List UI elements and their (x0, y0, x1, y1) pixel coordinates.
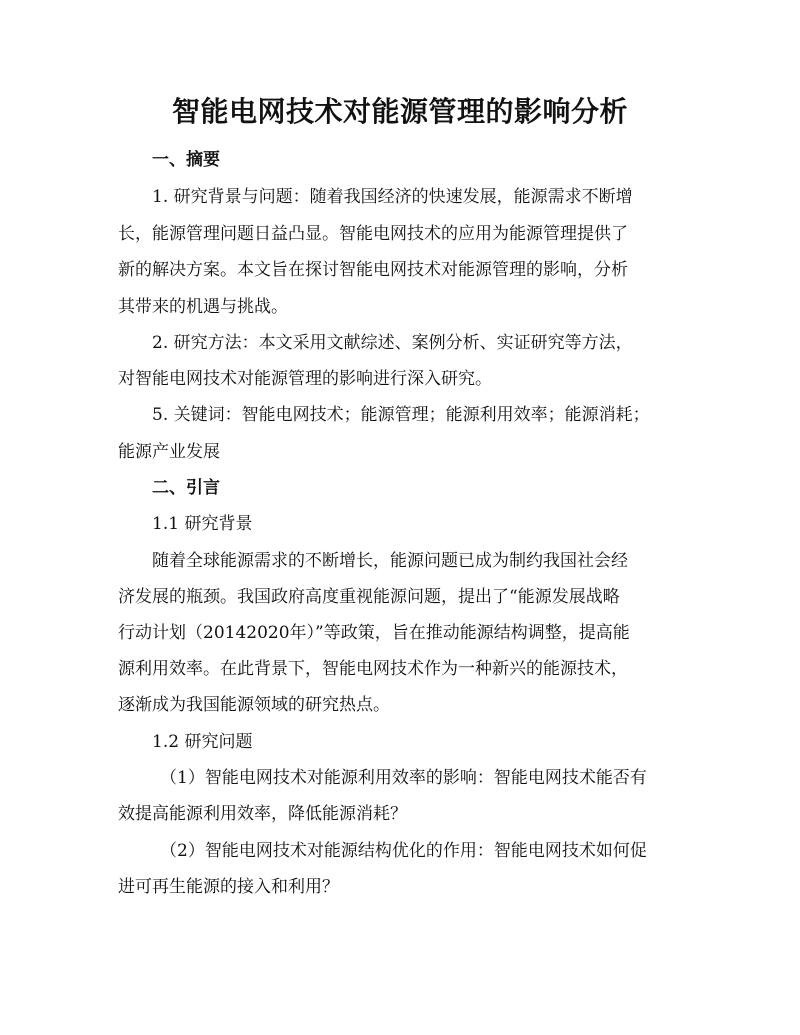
intro-p1-line3: 行动计划（20142020年）”等政策，旨在推动能源结构调整，提高能 (118, 623, 630, 643)
intro-p1-line2: 济发展的瓶颈。我国政府高度重视能源问题，提出了“能源发展战略 (118, 587, 620, 607)
question-1-line1: （1）智能电网技术对能源利用效率的影响：智能电网技术能否有 (160, 768, 647, 788)
abstract-p1-line2: 长，能源管理问题日益凸显。智能电网技术的应用为能源管理提供了 (118, 224, 628, 244)
question-1-line2: 效提高能源利用效率，降低能源消耗？ (118, 804, 407, 824)
abstract-keywords-line1: 5. 关键词：智能电网技术；能源管理；能源利用效率；能源消耗； (152, 405, 650, 425)
abstract-p2-line2: 对智能电网技术对能源管理的影响进行深入研究。 (118, 369, 492, 389)
question-2-line2: 进可再生能源的接入和利用？ (118, 877, 339, 897)
subsection-heading-questions: 1.2 研究问题 (152, 732, 253, 752)
document-title: 智能电网技术对能源管理的影响分析 (171, 95, 628, 128)
abstract-p2-line1: 2. 研究方法：本文采用文献综述、案例分析、实证研究等方法， (152, 333, 633, 353)
question-2-line1: （2）智能电网技术对能源结构优化的作用：智能电网技术如何促 (160, 841, 647, 861)
intro-p1-line5: 逐渐成为我国能源领域的研究热点。 (118, 695, 390, 715)
abstract-p1-line4: 其带来的机遇与挑战。 (118, 297, 288, 317)
section-heading-abstract: 一、摘要 (152, 150, 220, 170)
subsection-heading-background: 1.1 研究背景 (152, 514, 253, 534)
intro-p1-line1: 随着全球能源需求的不断增长，能源问题已成为制约我国社会经 (152, 551, 628, 571)
section-heading-introduction: 二、引言 (152, 478, 220, 498)
abstract-p1-line3: 新的解决方案。本文旨在探讨智能电网技术对能源管理的影响，分析 (118, 260, 628, 280)
abstract-keywords-line2: 能源产业发展 (118, 442, 220, 462)
abstract-p1-line1: 1. 研究背景与问题：随着我国经济的快速发展，能源需求不断增 (152, 187, 633, 207)
intro-p1-line4: 源利用效率。在此背景下，智能电网技术作为一种新兴的能源技术， (118, 659, 628, 679)
